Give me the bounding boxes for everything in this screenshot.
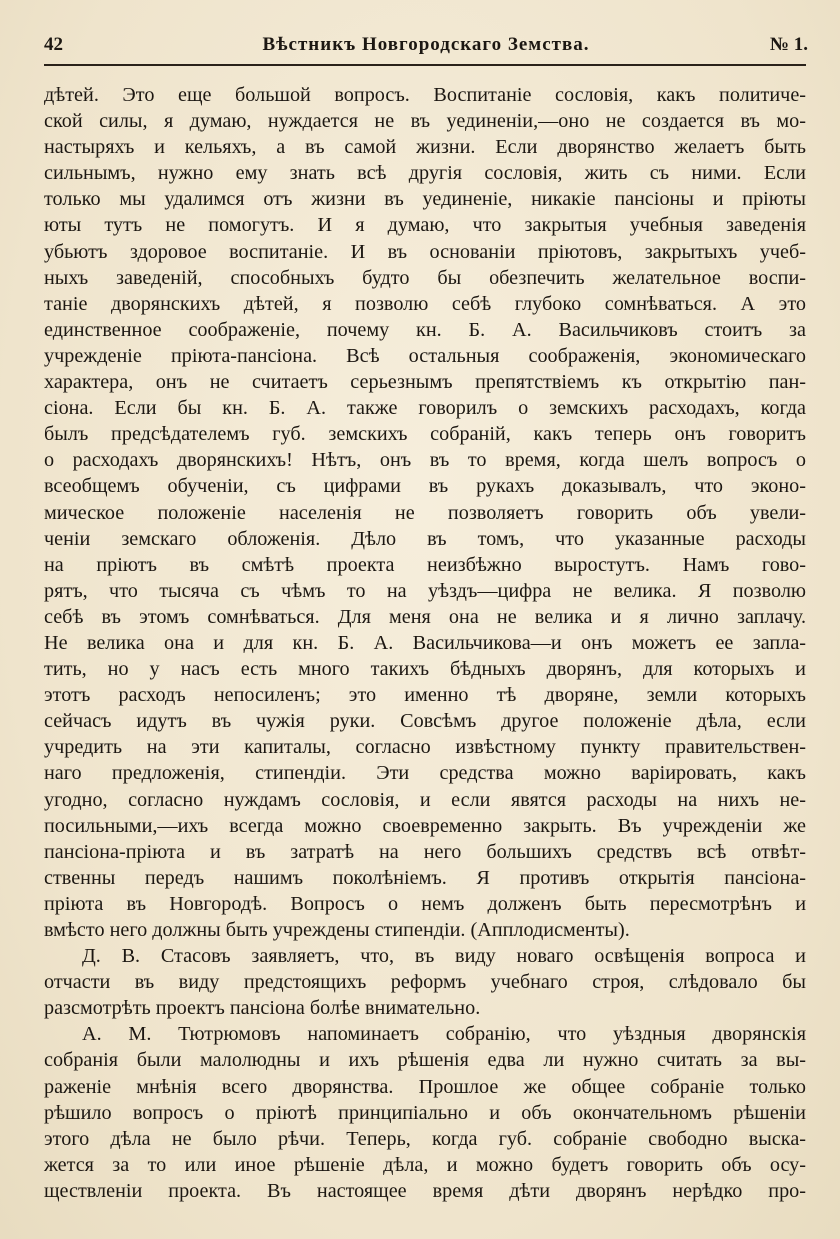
text-line: характера, онъ не считаетъ серьезнымъ препятствіемъ къ открытію пан- xyxy=(44,371,806,394)
text-line: убьютъ здоровое воспитаніе. И въ основаніи пріютовъ, закрытыхъ учеб- xyxy=(44,240,806,263)
text-line: этотъ расходъ непосиленъ; это именно тѣ дворяне, земли которыхъ xyxy=(44,684,806,707)
text-line: сіона. Если бы кн. Б. А. также говорилъ о земскихъ расходахъ, когда xyxy=(44,397,806,420)
text-line: сильнымъ, нужно ему знать всѣ другія сословія, жить съ ними. Если xyxy=(44,162,806,185)
text-line: ныхъ заведеній, способныхъ будто бы обезпечить желательное воспи- xyxy=(44,266,806,289)
text-line: Не велика она и для кн. Б. А. Васильчикова—и онъ можетъ ее запла- xyxy=(44,631,806,654)
text-line: всеобщемъ обученіи, съ цифрами въ рукахъ доказывалъ, что эконо- xyxy=(44,475,806,498)
text-line: ской силы, я думаю, нуждается не въ уединеніи,—оно не создается въ мо- xyxy=(44,110,806,133)
text-line: сейчасъ идутъ въ чужія руки. Совсѣмъ другое положеніе дѣла, если xyxy=(44,710,806,733)
text-line: ственны передъ нашимъ поколѣніемъ. Я противъ открытія пансіона- xyxy=(44,866,806,889)
text-line: таніе дворянскихъ дѣтей, я позволю себѣ глубоко сомнѣваться. А это xyxy=(44,292,806,315)
text-line: юты тутъ не помогутъ. И я думаю, что закрытыя учебныя заведенія xyxy=(44,214,806,237)
text-line: вмѣсто него должны быть учреждены стипендіи. (Апплодисменты). xyxy=(44,919,630,941)
text-line: ченіи земскаго обложенія. Дѣло въ томъ, что указанные расходы xyxy=(44,527,806,550)
text-line: собранія были малолюдны и ихъ рѣшенія едва ли нужно считать за вы- xyxy=(44,1049,806,1072)
text-line: рѣшило вопросъ о пріютѣ принципіально и объ окончательномъ рѣшеніи xyxy=(44,1101,806,1124)
text-line: себѣ въ этомъ сомнѣваться. Для меня она не велика и я лично заплачу. xyxy=(44,605,806,628)
header-rule xyxy=(44,64,806,66)
page-header xyxy=(44,34,808,60)
text-line: учредить на эти капиталы, согласно извѣстному пункту правительствен- xyxy=(44,736,806,759)
text-line: разсмотрѣть проектъ пансіона болѣе внимательно. xyxy=(44,997,481,1020)
text-line: А. М. Тютрюмовъ напоминаетъ собранію, что уѣздныя дворянскія xyxy=(82,1023,806,1046)
issue-number: № 1. xyxy=(769,34,808,55)
text-line: жется за то или иное рѣшеніе дѣла, и можно будетъ говорить объ осу- xyxy=(44,1153,806,1176)
text-line: наго предложенія, стипендіи. Эти средства можно варіировать, какъ xyxy=(44,762,806,785)
text-line: посильными,—ихъ всегда можно своевременно закрыть. Въ учрежденіи же xyxy=(44,814,806,837)
text-line: угодно, согласно нуждамъ сословія, и если явятся расходы на нихъ не- xyxy=(44,788,806,811)
text-line: рятъ, что тысяча съ чѣмъ то на уѣздъ—цифра не велика. Я позволю xyxy=(44,579,806,602)
text-line: дѣтей. Это еще большой вопросъ. Воспитаніе сословія, какъ политиче- xyxy=(44,84,806,106)
text-line: мическое положеніе населенія не позволяетъ говорить объ увели- xyxy=(44,501,806,524)
page-number: 42 xyxy=(44,34,63,55)
text-line: на пріютъ въ смѣтѣ проекта неизбѣжно выростутъ. Намъ гово- xyxy=(44,553,806,576)
text-line: ществленіи проекта. Въ настоящее время дѣти дворянъ нерѣдко про- xyxy=(44,1179,806,1202)
text-line: учрежденіе пріюта-пансіона. Всѣ остальныя соображенія, экономическаго xyxy=(44,344,806,367)
text-line: Д. В. Стасовъ заявляетъ, что, въ виду новаго освѣщенія вопроса и xyxy=(82,945,806,968)
text-line: пансіона-пріюта и въ затратѣ на него большихъ средствъ всѣ отвѣт- xyxy=(44,840,806,863)
running-title: Вѣстникъ Новгородскаго Земства. xyxy=(262,34,590,55)
text-line: раженіе мнѣнія всего дворянства. Прошлое же общее собраніе только xyxy=(44,1075,806,1098)
text-line: тить, но у насъ есть много такихъ бѣдныхъ дворянъ, для которыхъ и xyxy=(44,658,806,681)
text-line: этого дѣла не было рѣчи. Теперь, когда губ. собраніе свободно выска- xyxy=(44,1127,806,1150)
text-line: о расходахъ дворянскихъ! Нѣтъ, онъ въ то время, когда шелъ вопросъ о xyxy=(44,449,806,472)
text-line: только мы удалимся отъ жизни въ уединеніе, никакіе пансіоны и пріюты xyxy=(44,188,806,211)
text-line: настыряхъ и кельяхъ, а въ самой жизни. Если дворянство желаетъ быть xyxy=(44,136,806,159)
text-line: единственное соображеніе, почему кн. Б. А. Васильчиковъ стоитъ за xyxy=(44,318,806,341)
article-body xyxy=(44,82,806,1204)
text-line: былъ предсѣдателемъ губ. земскихъ собраній, какъ теперь онъ говоритъ xyxy=(44,423,806,446)
text-line: отчасти въ виду предстоящихъ реформъ учебнаго строя, слѣдовало бы xyxy=(44,971,806,994)
text-line: пріюта въ Новгородѣ. Вопросъ о немъ долженъ быть пересмотрѣнъ и xyxy=(44,892,806,915)
